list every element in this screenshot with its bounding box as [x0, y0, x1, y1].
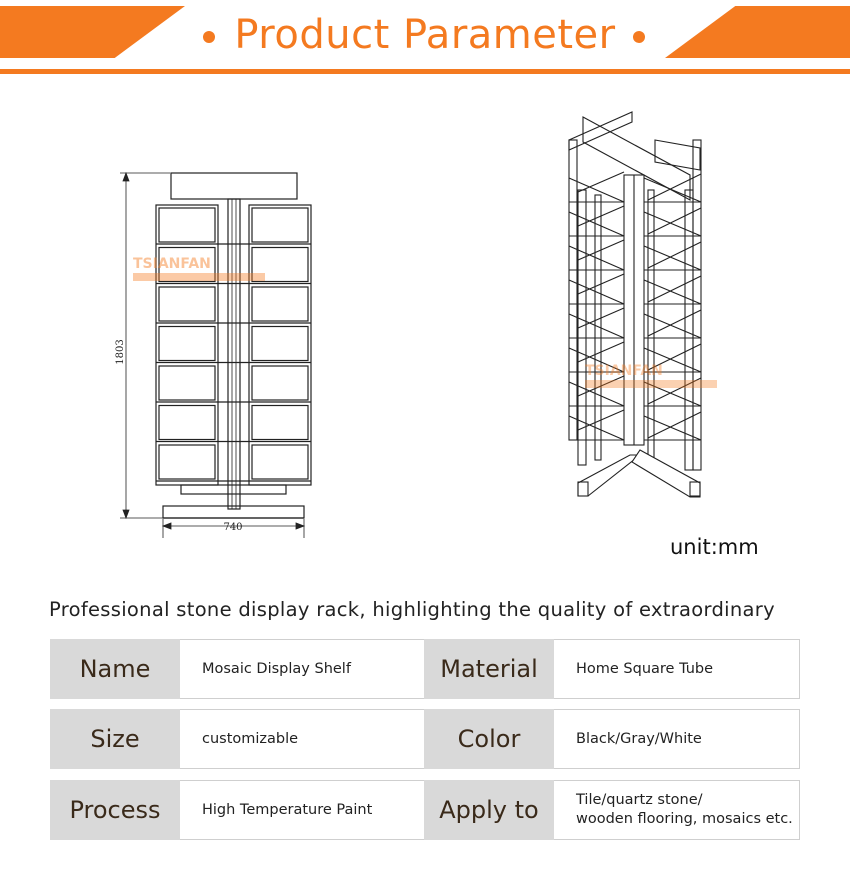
param-value-process: High Temperature Paint [180, 780, 425, 840]
header-underline [0, 69, 850, 74]
table-row [50, 780, 800, 840]
front-shelf-cell [159, 208, 215, 242]
product-tagline: Professional stone display rack, highlighting the quality of extraordinary [49, 598, 775, 621]
param-value-name: Mosaic Display Shelf [180, 639, 425, 699]
param-value-color: Black/Gray/White [554, 709, 800, 769]
unit-label: unit:mm [670, 535, 759, 559]
front-view-drawing [156, 173, 311, 518]
param-value-size: customizable [180, 709, 425, 769]
param-value-apply-to-line2: wooden flooring, mosaics etc. [576, 811, 793, 827]
table-row [50, 709, 800, 769]
param-value-apply-to-line1: Tile/quartz stone/ [576, 792, 703, 808]
front-shelf-cell [252, 208, 308, 242]
product-drawings [0, 90, 850, 560]
param-value-material: Home Square Tube [554, 639, 800, 699]
front-shelf-cell [159, 287, 215, 321]
watermark-logo-iso: TSIANFAN [585, 363, 663, 379]
watermark-strip-front [133, 273, 265, 281]
front-shelf-cell [252, 406, 308, 440]
param-label-color: Color [424, 709, 554, 769]
iso-shelf-bar [578, 172, 624, 192]
section-header [0, 0, 850, 80]
table-row [50, 639, 800, 699]
front-shelf-cell [252, 445, 308, 479]
front-shelf-cell [159, 445, 215, 479]
watermark-logo-front: TSIANFAN [133, 256, 211, 272]
isometric-view-drawing [569, 112, 701, 497]
param-value-apply-to [554, 780, 800, 840]
param-label-size: Size [50, 709, 180, 769]
param-label-process: Process [50, 780, 180, 840]
front-shelf-cell [159, 327, 215, 361]
width-dimension-label: 740 [223, 522, 243, 533]
param-label-material: Material [424, 639, 554, 699]
dimension-lines [120, 173, 304, 538]
height-dimension-label: 1803 [115, 339, 126, 365]
front-shelf-cell [159, 366, 215, 400]
param-label-name: Name [50, 639, 180, 699]
front-shelf-cell [252, 366, 308, 400]
watermark-strip-iso [585, 380, 717, 388]
front-shelf-cell [159, 406, 215, 440]
front-shelf-cell [252, 327, 308, 361]
front-shelf-cell [252, 287, 308, 321]
page-title: Product Parameter [234, 12, 616, 58]
param-label-apply-to: Apply to [424, 780, 554, 840]
